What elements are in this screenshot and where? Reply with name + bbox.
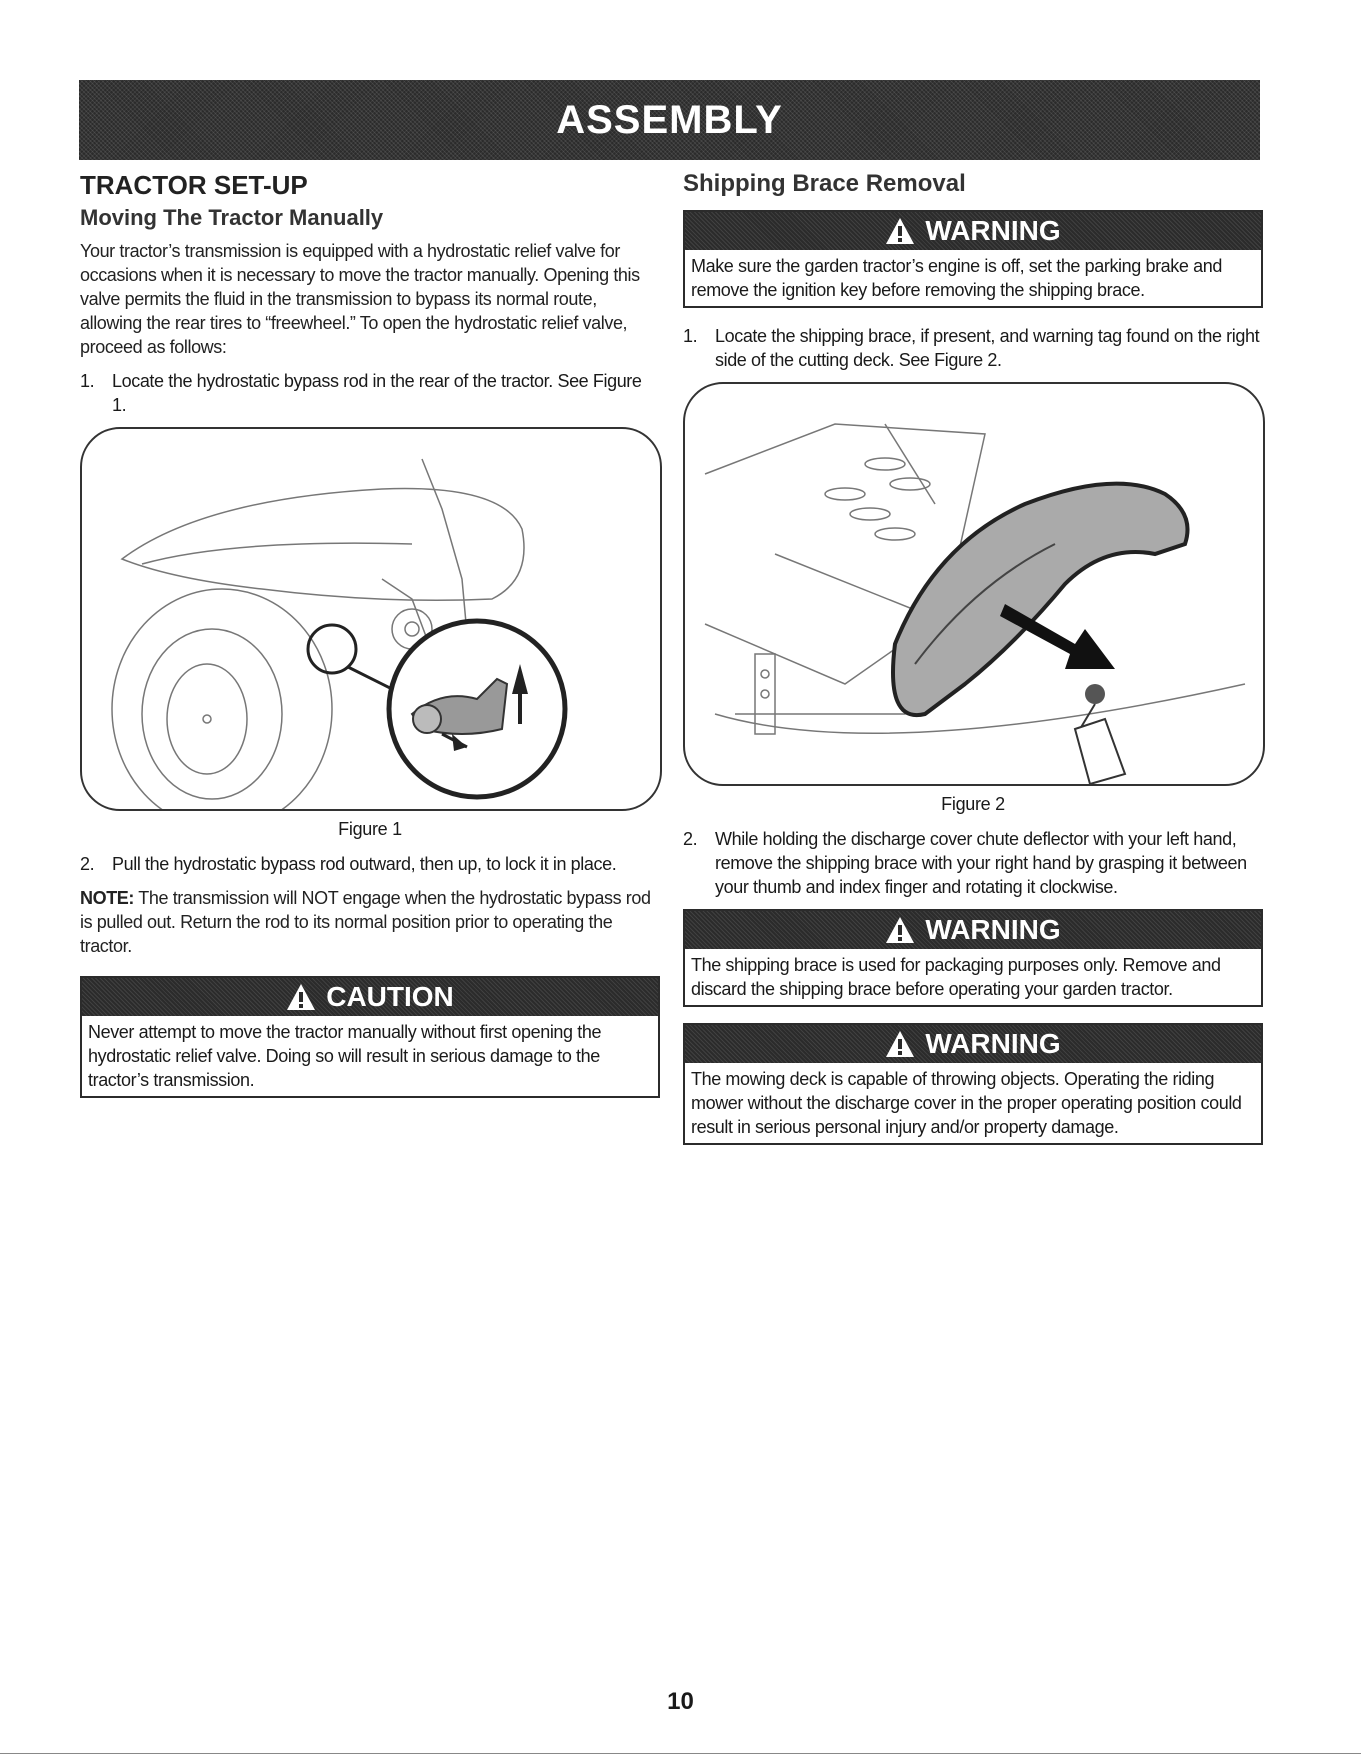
warning-triangle-icon <box>286 983 316 1011</box>
figure-2-caption: Figure 2 <box>941 794 1005 814</box>
step-text: Locate the shipping brace, if present, and warning tag found on the right side of the cutting deck. See Figure 2. <box>715 326 1260 370</box>
warning-box-3 <box>683 1023 1263 1145</box>
caution-header <box>82 978 658 1016</box>
caution-label: CAUTION <box>326 981 454 1012</box>
figure-2 <box>683 382 1265 786</box>
banner-title: ASSEMBLY <box>556 97 783 142</box>
right-column <box>683 170 1263 1161</box>
warning-box-1 <box>683 210 1263 308</box>
warning-label: WARNING <box>925 1028 1061 1059</box>
warning-header <box>685 212 1261 250</box>
step-text: While holding the discharge cover chute deflector with your left hand, remove the shipping brace with your right hand by grasping it between your thumb and index finger and rotating it clockwise. <box>715 829 1247 897</box>
figure-1 <box>80 427 662 811</box>
step-2 <box>683 827 1263 899</box>
intro-paragraph: Your tractor’s transmission is equipped with a hydrostatic relief valve for occasions when it is necessary to move the tractor manually. Opening this valve permits the fluid in the transmission to bypass its normal route, allowing the rear tires to “freewheel.” To open the hydrostatic relief valve, proceed as follows: <box>80 241 640 357</box>
step-number: 2. <box>683 829 698 849</box>
subsection-title-moving-manually: Moving The Tractor Manually <box>80 205 384 230</box>
step-number: 1. <box>683 326 698 346</box>
figure-1-caption: Figure 1 <box>338 819 402 839</box>
step-1 <box>683 324 1263 372</box>
note-text: The transmission will NOT engage when the hydrostatic bypass rod is pulled out. Return the rod to its normal position prior to operating the tractor. <box>80 888 651 956</box>
left-column <box>80 170 660 1114</box>
caution-box <box>80 976 660 1098</box>
warning-triangle-icon <box>885 916 915 944</box>
step-1 <box>80 369 660 417</box>
warning-box-2 <box>683 909 1263 1007</box>
warning-triangle-icon <box>885 217 915 245</box>
step-2 <box>80 852 660 876</box>
warning-label: WARNING <box>925 914 1061 945</box>
section-banner <box>79 80 1260 160</box>
bottom-rule <box>0 1753 1361 1754</box>
step-text: Locate the hydrostatic bypass rod in the rear of the tractor. See Figure 1. <box>112 371 642 415</box>
figure-2-illustration <box>685 384 1263 784</box>
section-title-shipping-brace: Shipping Brace Removal <box>683 170 966 197</box>
step-text: Pull the hydrostatic bypass rod outward, then up, to lock it in place. <box>112 854 617 874</box>
note-label: NOTE: <box>80 888 134 908</box>
figure-1-illustration <box>82 429 660 809</box>
caution-text: Never attempt to move the tractor manually without first opening the hydrostatic relief valve. Doing so will result in serious damage to the tractor’s transmission. <box>88 1022 602 1090</box>
warning-text: The shipping brace is used for packaging purposes only. Remove and discard the shipping brace before operating your garden tractor. <box>691 955 1221 999</box>
warning-triangle-icon <box>885 1030 915 1058</box>
section-title-tractor-setup: TRACTOR SET-UP <box>80 170 308 200</box>
note-paragraph <box>80 886 660 958</box>
page-number: 10 <box>667 1688 694 1715</box>
warning-text: Make sure the garden tractor’s engine is off, set the parking brake and remove the ignition key before removing the shipping brace. <box>691 256 1222 300</box>
warning-text: The mowing deck is capable of throwing objects. Operating the riding mower without the discharge cover in the proper operating position could result in serious personal injury and/or property damage. <box>691 1069 1242 1137</box>
warning-header <box>685 911 1261 949</box>
step-number: 1. <box>80 371 95 391</box>
warning-header <box>685 1025 1261 1063</box>
step-number: 2. <box>80 854 95 874</box>
warning-label: WARNING <box>925 215 1061 246</box>
